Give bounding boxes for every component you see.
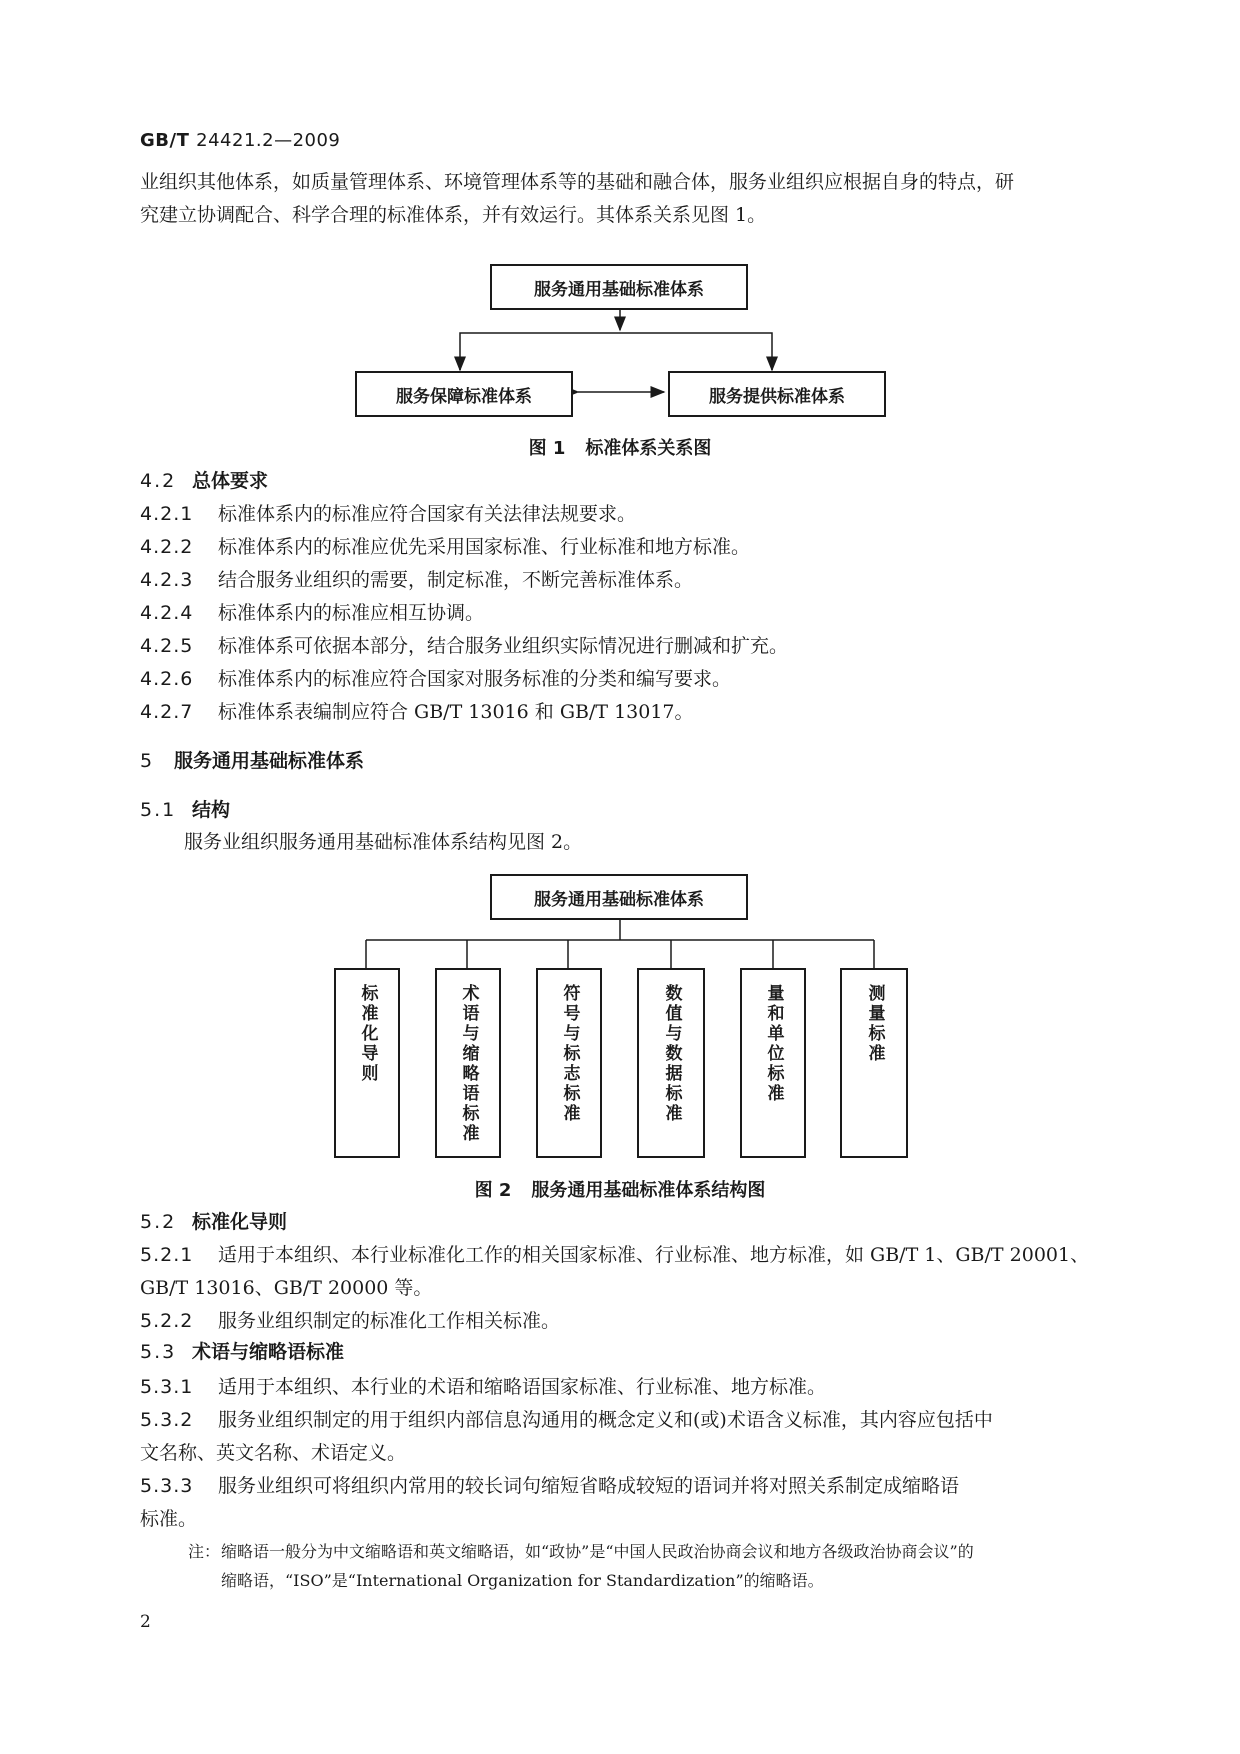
clause-5-2-1: 5.2.1 适用于本组织、本行业标准化工作的相关国家标准、行业标准、地方标准，如 GB/T 1、GB/T 20001、 GB/T 13016、GB/T 20000 等。: [140, 1244, 1090, 1299]
note-block: [188, 1537, 1108, 1595]
clause-4-2-3: 4.2.3 结合服务业组织的需要，制定标准，不断完善标准体系。: [140, 569, 694, 591]
figure2-caption: [0, 1176, 1240, 1202]
standard-code: GB/T: [140, 130, 190, 151]
note-label: 注：: [188, 1542, 221, 1561]
fig1-left-box: 服务保障标准体系: [355, 371, 573, 417]
fig1-top-box: 服务通用基础标准体系: [490, 264, 748, 310]
section-number: 5: [140, 750, 155, 772]
figure2-caption-text: 服务通用基础标准体系结构图: [531, 1180, 766, 1201]
section-5-heading: [140, 746, 364, 776]
fig1-right-box: 服务提供标准体系: [668, 371, 886, 417]
figure1-caption-text: 标准体系关系图: [585, 438, 712, 459]
section-title: 服务通用基础标准体系: [174, 750, 365, 772]
section-title: 总体要求: [192, 470, 269, 492]
clause-5-3-1: 5.3.1 适用于本组织、本行业的术语和缩略语国家标准、行业标准、地方标准。: [140, 1376, 827, 1398]
section-title: 结构: [192, 799, 231, 821]
fig2-child-box-5: 量和单位标准: [740, 968, 806, 1158]
section-number: 4.2: [140, 470, 177, 492]
fig2-child-box-6: 测量标准: [840, 968, 908, 1158]
note-line-2: 缩略语，“ISO”是“International Organization for Standardization”的缩略语。: [221, 1571, 824, 1590]
section-title: 标准化导则: [192, 1211, 288, 1233]
section-number: 5.1: [140, 799, 177, 821]
section-number: 5.3: [140, 1341, 177, 1363]
section-4-2-heading: [140, 466, 268, 496]
intro-line-1: 业组织其他体系，如质量管理体系、环境管理体系等的基础和融合体，服务业组织应根据自身的特点，研: [140, 171, 1015, 193]
section-5-1-text: 服务业组织服务通用基础标准体系结构见图 2。: [184, 831, 583, 853]
clause-4-2-6: 4.2.6 标准体系内的标准应符合国家对服务标准的分类和编写要求。: [140, 668, 732, 690]
fig2-child-box-1: 标准化导则: [334, 968, 400, 1158]
clause-5-3-2: 5.3.2 服务业组织制定的用于组织内部信息沟通用的概念定义和(或)术语含义标准，其内容应包括中 文名称、英文名称、术语定义。: [140, 1409, 993, 1464]
clause-4-2-1: 4.2.1 标准体系内的标准应符合国家有关法律法规要求。: [140, 503, 637, 525]
section-number: 5.2: [140, 1211, 177, 1233]
figure1-caption-number: 图 1: [528, 438, 566, 459]
fig1-branch-line: [460, 333, 772, 370]
clause-5-2-2: 5.2.2 服务业组织制定的标准化工作相关标准。: [140, 1310, 561, 1332]
note-line-1: 缩略语一般分为中文缩略语和英文缩略语，如“政协”是“中国人民政治协商会议和地方各级政治协商会议”的: [221, 1542, 974, 1561]
fig2-child-box-3: 符号与标志标准: [536, 968, 602, 1158]
clause-4-2-2: 4.2.2 标准体系内的标准应优先采用国家标准、行业标准和地方标准。: [140, 536, 751, 558]
clause-4-2-5: 4.2.5 标准体系可依据本部分，结合服务业组织实际情况进行删减和扩充。: [140, 635, 789, 657]
section-5-2-heading: [140, 1207, 287, 1237]
figure1-caption: [0, 434, 1240, 460]
page-number: 2: [140, 1612, 151, 1632]
section-title: 术语与缩略语标准: [192, 1341, 345, 1363]
clause-4-2-7: 4.2.7 标准体系表编制应符合 GB/T 13016 和 GB/T 13017。: [140, 701, 694, 723]
section-5-3-heading: [140, 1337, 344, 1367]
section-5-1-heading: [140, 795, 230, 825]
fig2-child-box-2: 术语与缩略语标准: [435, 968, 501, 1158]
intro-line-2: 究建立协调配合、科学合理的标准体系，并有效运行。其体系关系见图 1。: [140, 204, 767, 226]
fig2-child-box-4: 数值与数据标准: [637, 968, 705, 1158]
figure2-caption-number: 图 2: [474, 1180, 512, 1201]
fig2-top-box: 服务通用基础标准体系: [490, 874, 748, 920]
standard-number: 24421.2—2009: [196, 130, 341, 151]
clause-5-3-3: 5.3.3 服务业组织可将组织内常用的较长词句缩短省略成较短的语词并将对照关系制定成缩略语 标准。: [140, 1475, 960, 1530]
clause-4-2-4: 4.2.4 标准体系内的标准应相互协调。: [140, 602, 485, 624]
